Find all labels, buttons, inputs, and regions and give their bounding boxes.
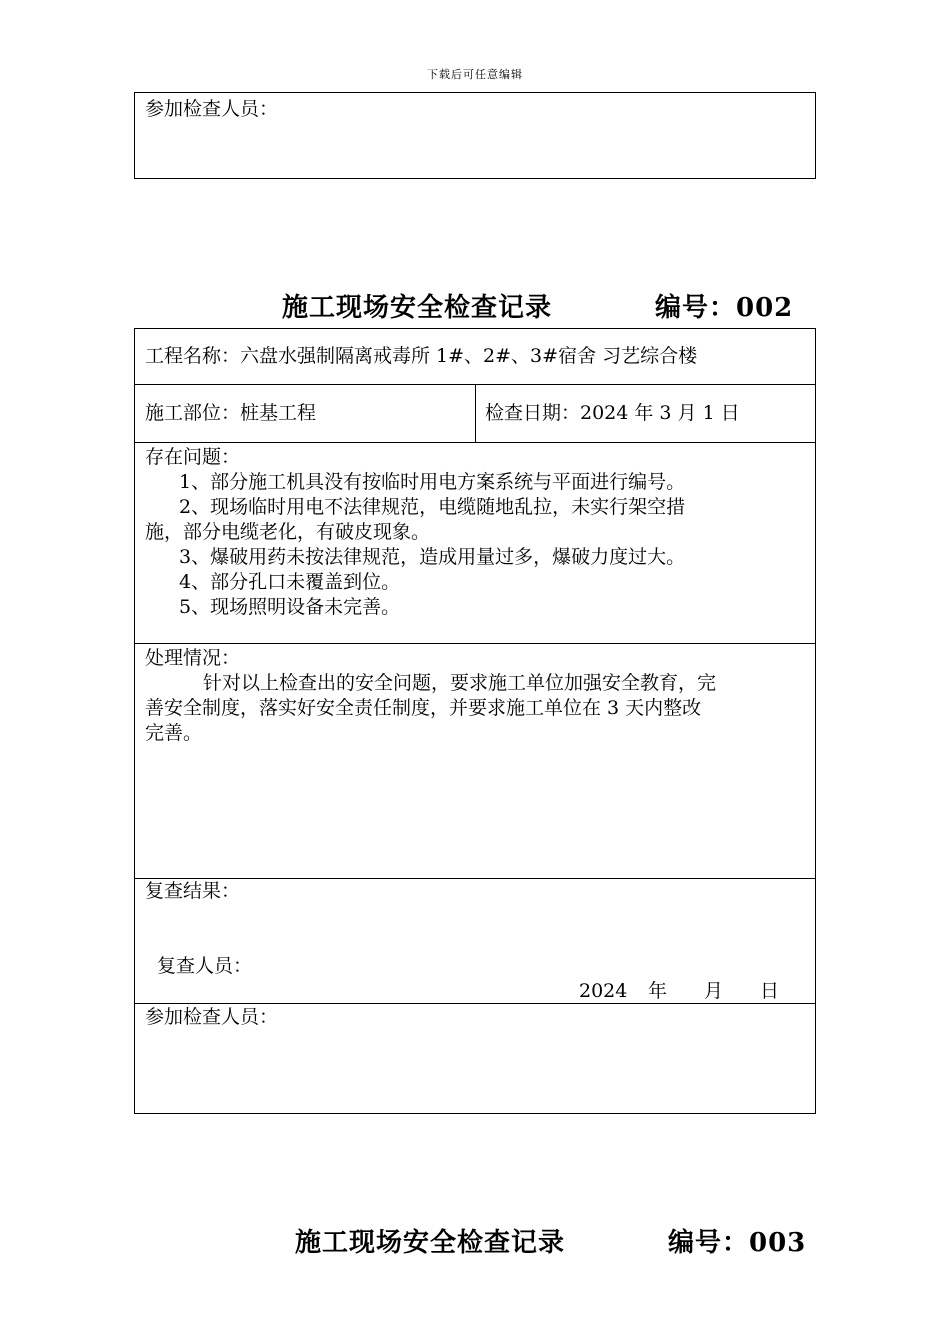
review-date-day-unit: 日 (760, 980, 780, 1002)
handling-line: 针对以上检查出的安全问题，要求施工单位加强安全教育，完 (203, 672, 717, 694)
project-name: 工程名称：六盘水强制隔离戒毒所 1#、2#、3#宿舍 习艺综合楼 (145, 345, 698, 367)
problem-item: 5、现场照明设备未完善。 (179, 596, 401, 618)
header-note: 下载后可任意编辑 (427, 68, 523, 81)
construction-part: 施工部位：桩基工程 (145, 402, 317, 424)
problems-label: 存在问题： (145, 446, 241, 468)
problem-item: 1、部分施工机具没有按临时用电方案系统与平面进行编号。 (179, 471, 686, 493)
handling-label: 处理情况： (145, 647, 241, 669)
participants-label: 参加检查人员： (145, 1006, 279, 1028)
participants-label: 参加检查人员： (145, 98, 279, 120)
row-divider (135, 442, 815, 443)
reviewer-label: 复查人员： (157, 955, 253, 977)
record-title: 施工现场安全检查记录 (282, 293, 553, 323)
handling-line: 完善。 (145, 722, 203, 744)
column-divider (475, 384, 476, 442)
problem-item: 施，部分电缆老化，有破皮现象。 (145, 521, 431, 543)
problem-item: 2、现场临时用电不法律规范，电缆随地乱拉，未实行架空措 (179, 496, 686, 518)
inspection-date: 检查日期：2024 年 3 月 1 日 (485, 402, 740, 424)
review-label: 复查结果： (145, 880, 241, 902)
review-date-month-unit: 月 (704, 980, 724, 1002)
handling-line: 善安全制度，落实好安全责任制度，并要求施工单位在 3 天内整改 (145, 697, 702, 719)
problem-item: 3、爆破用药未按法律规范，造成用量过多，爆破力度过大。 (179, 546, 686, 568)
problem-item: 4、部分孔口未覆盖到位。 (179, 571, 401, 593)
record-title: 施工现场安全检查记录 (295, 1228, 566, 1258)
review-date-year: 2024 (579, 980, 628, 1002)
record-number: 编号：003 (668, 1228, 807, 1258)
top-participants-box (134, 92, 816, 179)
inspection-record-table (134, 328, 816, 1114)
row-divider (135, 643, 815, 644)
review-date-year-unit: 年 (648, 980, 668, 1002)
record-number: 编号：002 (655, 293, 794, 323)
